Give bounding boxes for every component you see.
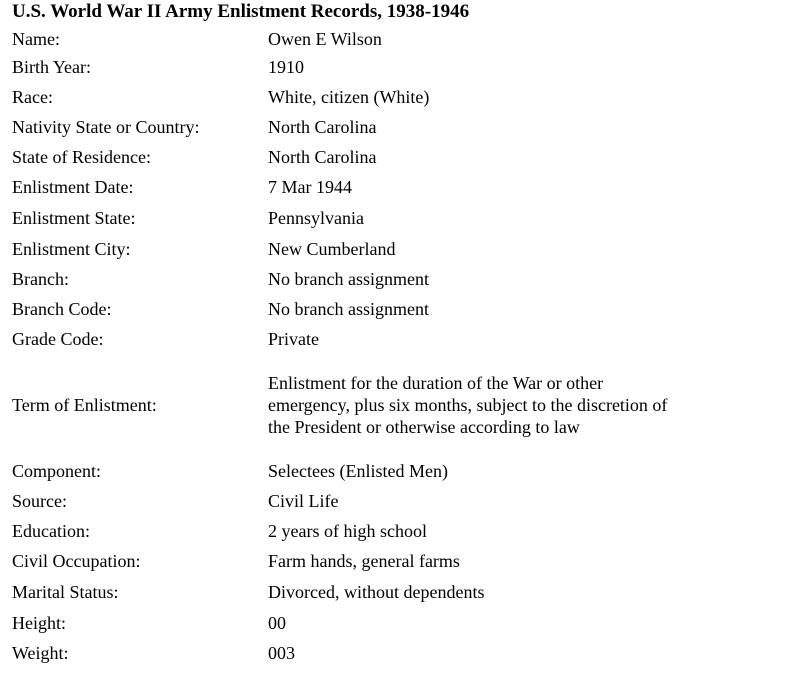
record-row-name — [12, 26, 692, 52]
field-label: Name: — [12, 29, 60, 49]
record-row-marital-status — [12, 576, 692, 607]
field-value: 003 — [268, 643, 295, 663]
field-label: Branch Code: — [12, 299, 112, 319]
field-value: Private — [268, 329, 319, 349]
field-value: White, citizen (White) — [268, 87, 430, 107]
field-label: Branch: — [12, 269, 69, 289]
field-label: Source: — [12, 491, 67, 511]
field-label: Weight: — [12, 643, 69, 663]
field-value: North Carolina — [268, 147, 377, 167]
field-value: Farm hands, general farms — [268, 551, 460, 571]
field-label: Race: — [12, 87, 53, 107]
field-value: 1910 — [268, 57, 304, 77]
record-row-weight — [12, 638, 692, 668]
field-label: Marital Status: — [12, 581, 119, 602]
record-row-enlistment-date — [12, 172, 692, 202]
field-value: 2 years of high school — [268, 521, 427, 541]
record-row-residence — [12, 142, 692, 172]
field-label: Grade Code: — [12, 329, 104, 349]
record-row-source — [12, 486, 692, 516]
field-value: 7 Mar 1944 — [268, 177, 352, 197]
field-value: New Cumberland — [268, 238, 396, 259]
record-row-enlistment-state — [12, 202, 692, 233]
field-label: Civil Occupation: — [12, 551, 141, 571]
field-label: Education: — [12, 521, 90, 541]
field-label: Enlistment State: — [12, 207, 136, 228]
field-label: Height: — [12, 612, 66, 633]
record-row-birth-year — [12, 52, 692, 82]
field-label: Component: — [12, 460, 101, 481]
record-row-height — [12, 607, 692, 638]
record-row-branch — [12, 264, 692, 294]
field-value: Selectees (Enlisted Men) — [268, 460, 448, 481]
record-row-education — [12, 516, 692, 546]
field-value: Enlistment for the duration of the War or other emergency, plus six months, subject to the discretion of the President or otherwise according to law — [268, 372, 668, 437]
field-label: Term of Enlistment: — [12, 394, 157, 415]
field-value: Divorced, without dependents — [268, 581, 485, 602]
record-row-nativity — [12, 112, 692, 142]
field-value: No branch assignment — [268, 299, 429, 319]
record-row-branch-code — [12, 294, 692, 324]
field-value: North Carolina — [268, 117, 377, 137]
field-label: Enlistment Date: — [12, 177, 134, 197]
record-row-term — [12, 354, 692, 455]
field-value: Owen E Wilson — [268, 29, 382, 49]
field-value: 00 — [268, 612, 286, 633]
records-table — [12, 26, 692, 668]
field-label: Enlistment City: — [12, 238, 131, 259]
field-value: Pennsylvania — [268, 207, 364, 228]
record-row-civil-occupation — [12, 546, 692, 576]
field-value: Civil Life — [268, 491, 339, 511]
field-label: Nativity State or Country: — [12, 117, 200, 137]
field-label: State of Residence: — [12, 147, 151, 167]
record-row-grade-code — [12, 324, 692, 354]
record-row-enlistment-city — [12, 233, 692, 264]
record-title: U.S. World War II Army Enlistment Records, 1938-1946 — [12, 1, 470, 22]
field-label: Birth Year: — [12, 57, 92, 77]
record-row-race — [12, 82, 692, 112]
field-value: No branch assignment — [268, 269, 429, 289]
record-row-component — [12, 455, 692, 486]
